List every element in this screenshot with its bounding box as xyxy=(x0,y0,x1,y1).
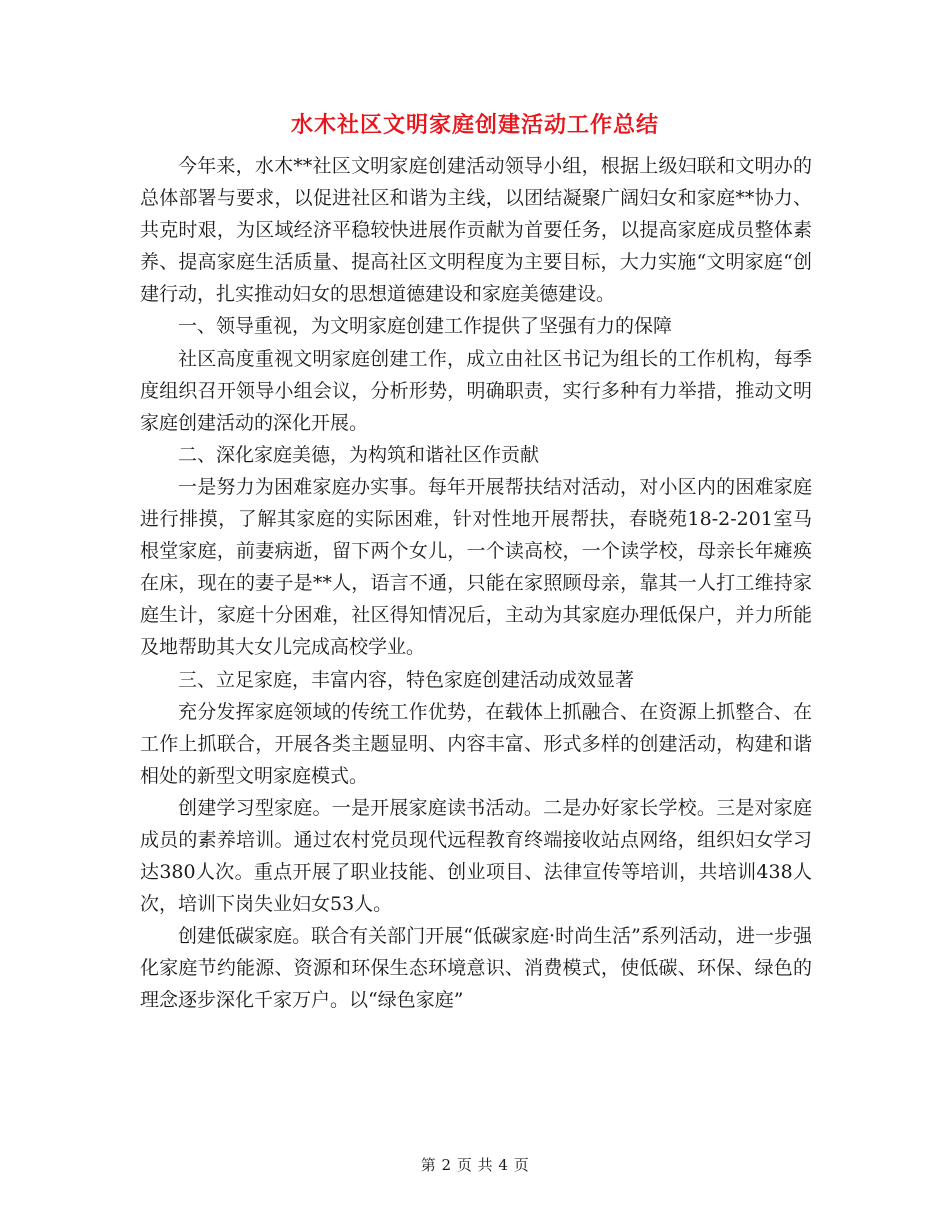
section-heading-1: 一、领导重视，为文明家庭创建工作提供了坚强有力的保障 xyxy=(178,315,673,338)
page-number-footer: 第 2 页 共 4 页 xyxy=(420,1156,530,1174)
document-body xyxy=(140,150,812,1017)
paragraph-section-1: 社区高度重视文明家庭创建工作，成立由社区书记为组长的工作机构，每季度组织召开领导小组会议，分析形势，明确职责，实行多种有力举措，推动文明家庭创建活动的深化开展。 xyxy=(140,347,812,434)
paragraph-intro: 今年来，水木**社区文明家庭创建活动领导小组，根据上级妇联和文明办的总体部署与要求，以促进社区和谐为主线，以团结凝聚广阔妇女和家庭**协力、共克时艰，为区域经济平稳较快进展作贡献为首要任务，以提高家庭成员整体素养、提高家庭生活质量、提高社区文明程度为主要目标，大力实施“文明家庭“创建行动，扎实推动妇女的思想道德建设和家庭美德建设。 xyxy=(140,155,812,306)
paragraph-low-carbon-family: 创建低碳家庭。联合有关部门开展“低碳家庭·时尚生活”系列活动，进一步强化家庭节约能源、资源和环保生态环境意识、消费模式，使低碳、环保、绿色的理念逐步深化千家万户。以“绿色家庭” xyxy=(140,925,812,1012)
section-heading-3: 三、立足家庭，丰富内容，特色家庭创建活动成效显著 xyxy=(178,668,635,691)
document-title: 水木社区文明家庭创建活动工作总结 xyxy=(290,112,659,138)
paragraph-learning-family: 创建学习型家庭。一是开展家庭读书活动。二是办好家长学校。三是对家庭成员的素养培训。通过农村党员现代远程教育终端接收站点网络，组织妇女学习达380人次。重点开展了职业技能、创业项目、法律宣传等培训，共培训438人次，培训下岗失业妇女53人。 xyxy=(140,796,812,916)
section-heading-2: 二、深化家庭美德，为构筑和谐社区作贡献 xyxy=(178,443,540,466)
paragraph-section-3: 充分发挥家庭领域的传统工作优势，在载体上抓融合、在资源上抓整合、在工作上抓联合，开展各类主题显明、内容丰富、形式多样的创建活动，构建和谐相处的新型文明家庭模式。 xyxy=(140,700,812,787)
paragraph-section-2: 一是努力为困难家庭办实事。每年开展帮扶结对活动，对小区内的困难家庭进行排摸，了解其家庭的实际困难，针对性地开展帮扶，春晓苑18-2-201室马根堂家庭，前妻病逝，留下两个女儿，一个读高校，一个读学校，母亲长年瘫痪在床，现在的妻子是**人，语言不通，只能在家照顾母亲，靠其一人打工维持家庭生计，家庭十分困难，社区得知情况后，主动为其家庭办理低保户，并力所能及地帮助其大女儿完成高校学业。 xyxy=(140,475,812,659)
